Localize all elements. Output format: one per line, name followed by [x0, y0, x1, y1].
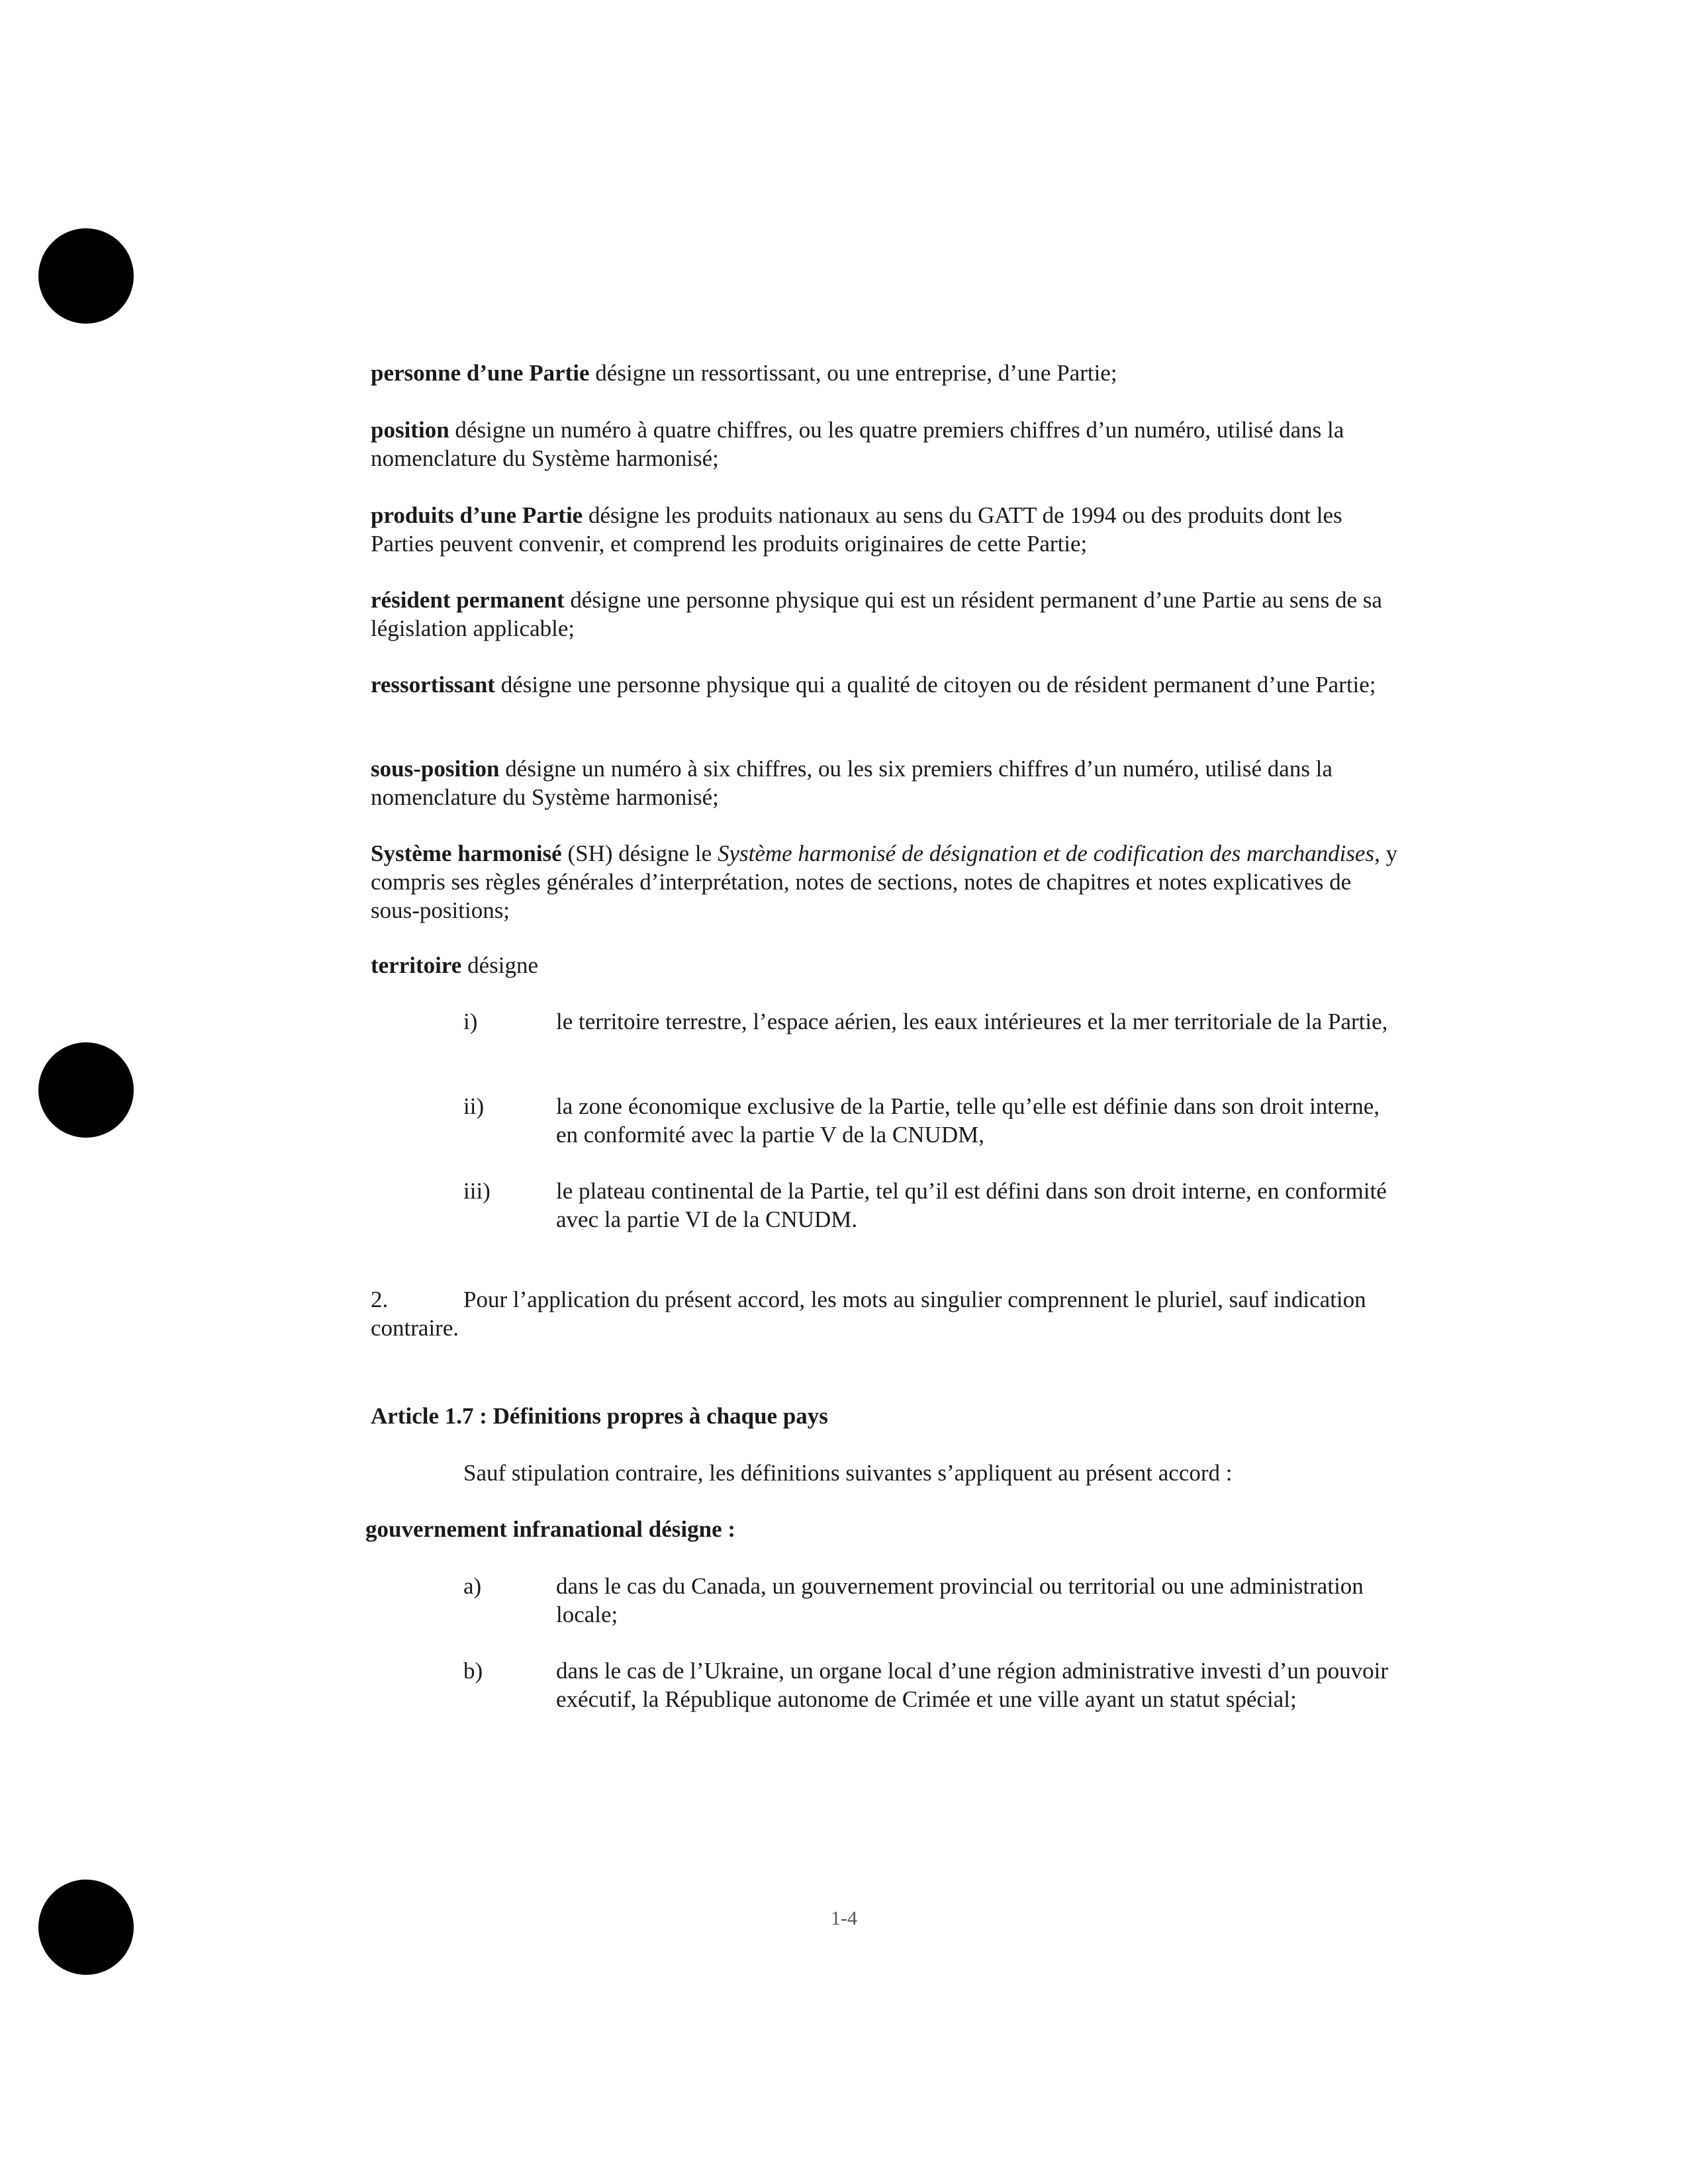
item-number: a) — [463, 1573, 482, 1599]
sh-title: Système harmonisé de désignation et de codification des marchandises — [717, 841, 1375, 866]
article-intro: Sauf stipulation contraire, les définitions suivantes s’appliquent au présent accord : — [463, 1460, 1233, 1486]
item-number: ii) — [463, 1093, 485, 1119]
definition-text-rest: , y compris ses règles générales d’interprétation, notes de sections, notes de chapitres et notes explicatives de sous-positions; — [371, 841, 1398, 923]
paragraph-2 — [371, 1285, 1403, 1342]
item-number: b) — [463, 1658, 483, 1684]
definition-text: désigne un ressortissant, ou une entreprise, d’une Partie; — [589, 360, 1117, 386]
item-text: dans le cas de l’Ukraine, un organe local d’une région administrative investi d’un pouvoir exécutif, la République autonome de Crimée et une ville ayant un statut spécial; — [556, 1658, 1389, 1712]
definition-term: personne d’une Partie — [371, 360, 590, 386]
article-heading: Article 1.7 : Définitions propres à chaque pays — [371, 1403, 828, 1429]
paragraph-number: 2. — [371, 1287, 389, 1312]
punch-hole-middle — [38, 1042, 134, 1138]
definition-term: résident permanent — [371, 587, 565, 613]
item-number: i) — [463, 1009, 478, 1034]
definition-text: désigne un numéro à quatre chiffres, ou les quatre premiers chiffres d’un numéro, utilisé dans la nomenclature du Système harmonisé; — [371, 417, 1344, 471]
definition-text: désigne les produits nationaux au sens du GATT de 1994 ou des produits dont les Parties peuvent convenir, et comprend les produits originaires de cette Partie; — [371, 502, 1342, 557]
definition-produits — [371, 501, 1403, 558]
definition-gouvernement-infranational: gouvernement infranational désigne : — [365, 1516, 736, 1542]
definition-personne — [371, 359, 1403, 387]
definition-term: territoire — [371, 952, 462, 978]
definition-text: désigne une personne physique qui est un résident permanent d’une Partie au sens de sa législation applicable; — [371, 587, 1382, 641]
item-text: le territoire terrestre, l’espace aérien, les eaux intérieures et la mer territoriale de la Partie, — [556, 1009, 1388, 1034]
page-number: 1-4 — [831, 1907, 857, 1929]
definition-position — [371, 416, 1403, 473]
definition-text: désigne une personne physique qui a qualité de citoyen ou de résident permanent d’une Partie; — [494, 672, 1376, 698]
definition-text: désigne — [461, 952, 538, 978]
definition-text: désigne un numéro à six chiffres, ou les six premiers chiffres d’un numéro, utilisé dans la nomenclature du Système harmonisé; — [371, 756, 1333, 810]
definition-term: Système harmonisé — [371, 841, 562, 866]
definition-text: (SH) désigne le — [561, 841, 718, 866]
definition-term: sous-position — [371, 756, 500, 782]
definition-sous-position — [371, 754, 1403, 811]
item-number: iii) — [463, 1178, 491, 1204]
item-text: dans le cas du Canada, un gouvernement provincial ou territorial ou une administration locale; — [556, 1573, 1364, 1627]
definition-resident-permanent — [371, 586, 1403, 643]
definition-systeme-harmonise — [371, 839, 1403, 925]
item-text: la zone économique exclusive de la Partie, telle qu’elle est définie dans son droit interne, en conformité avec la partie V de la CNUDM, — [556, 1093, 1380, 1148]
definition-ressortissant — [371, 670, 1403, 699]
punch-hole-top — [38, 228, 134, 324]
definition-term: position — [371, 417, 449, 443]
definition-territoire — [371, 951, 1403, 979]
definition-term: ressortissant — [371, 672, 495, 698]
definition-term: produits d’une Partie — [371, 502, 583, 528]
item-text: le plateau continental de la Partie, tel qu’il est défini dans son droit interne, en conformité avec la partie VI de la CNUDM. — [556, 1178, 1387, 1232]
paragraph-text: Pour l’application du présent accord, les mots au singulier comprennent le pluriel, sauf indication contraire. — [371, 1287, 1366, 1341]
